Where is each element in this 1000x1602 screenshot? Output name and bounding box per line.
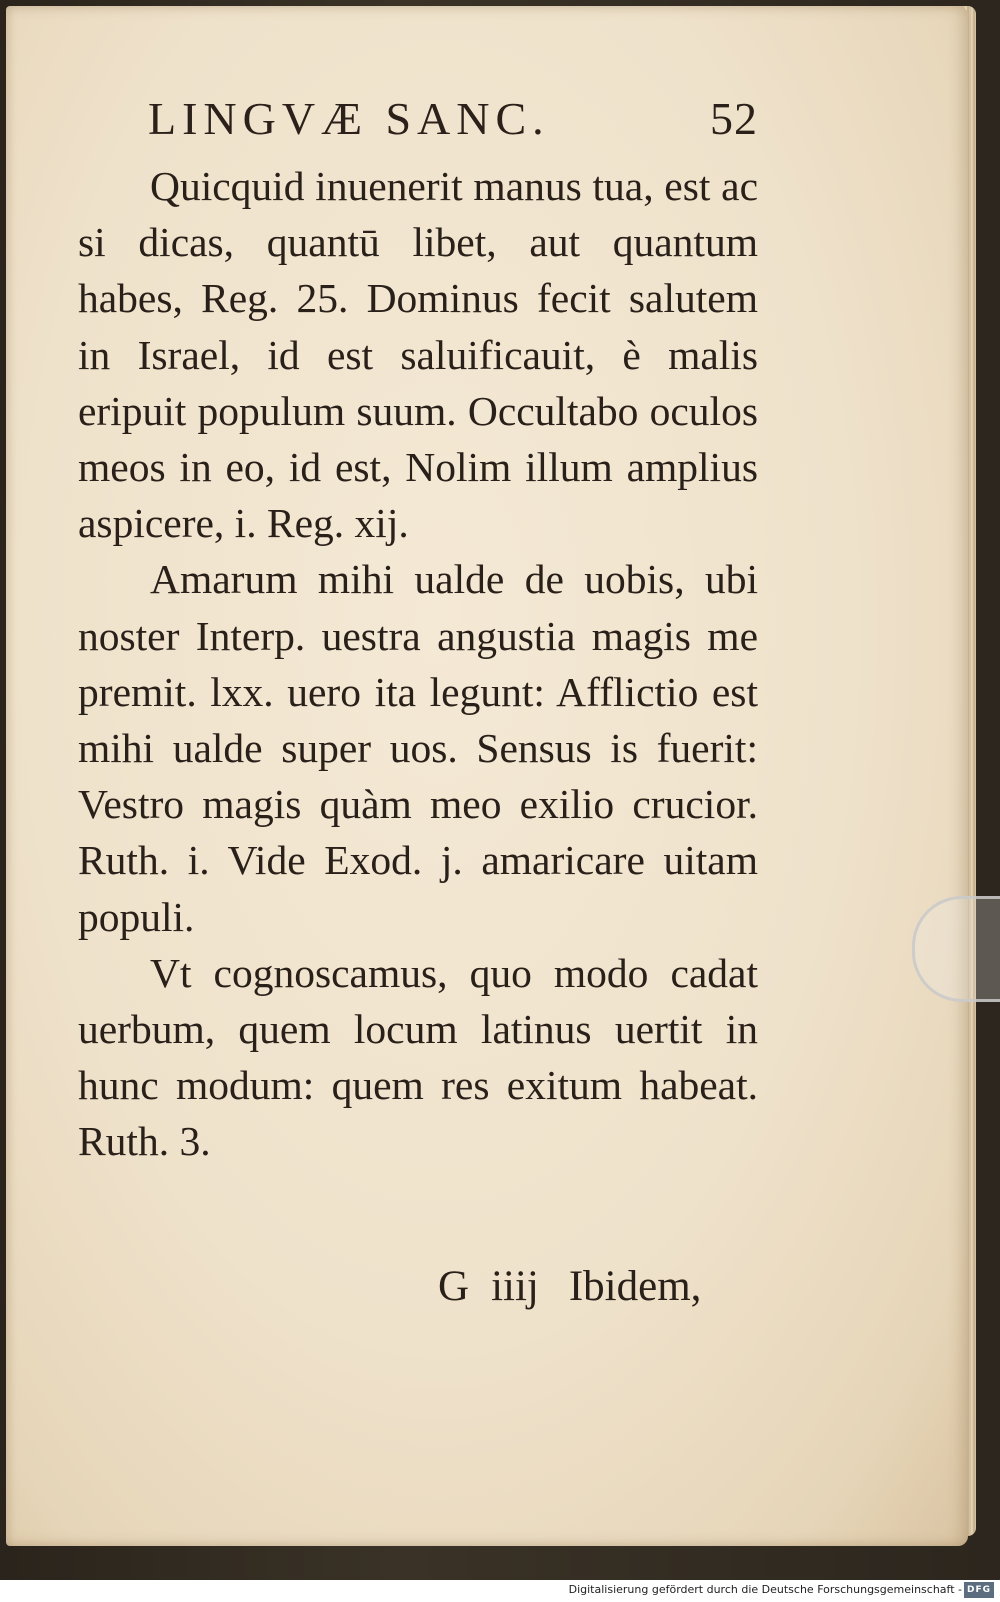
running-title: LINGVÆ SANC.: [148, 93, 550, 144]
catchline: [438, 1262, 758, 1311]
signature-number: iiij: [491, 1263, 539, 1310]
paragraph-1: Quicquid inuenerit manus tua, est ac si dicas, quantū libet, aut quantum habes, Reg. 25. Dominus fecit salutem in Israel, id est saluificauit, è malis eripuit populum suum. Occultabo oculos meos in eo, id est, Nolim illum amplius aspicere, i. Reg. xij.: [78, 163, 758, 547]
dfg-logo: DFG: [964, 1582, 994, 1598]
paragraph-2: Amarum mihi ualde de uobis, ubi noster Interp. uestra angustia magis me premit. lxx. uero ita legunt: Afflictio est mihi ualde super uos. Sensus is fuerit: Vestro magis quàm meo exilio crucior. Ruth. i. Vide Exod. j. amaricare uitam populi.: [78, 556, 758, 940]
page-clip: [912, 896, 1000, 1002]
catchword: Ibidem,: [568, 1263, 702, 1310]
main-text: [78, 158, 758, 1170]
signature-letter: G: [438, 1263, 470, 1310]
funding-credit: Digitalisierung gefördert durch die Deutsche Forschungsgemeinschaft -: [568, 1583, 962, 1596]
running-header: [148, 92, 758, 145]
paragraph-3: Vt cognoscamus, quo modo cadat uerbum, quem locum latinus uertit in hunc modum: quem res exitum habeat. Ruth. 3.: [78, 949, 758, 1165]
page-number: 52: [710, 93, 758, 144]
